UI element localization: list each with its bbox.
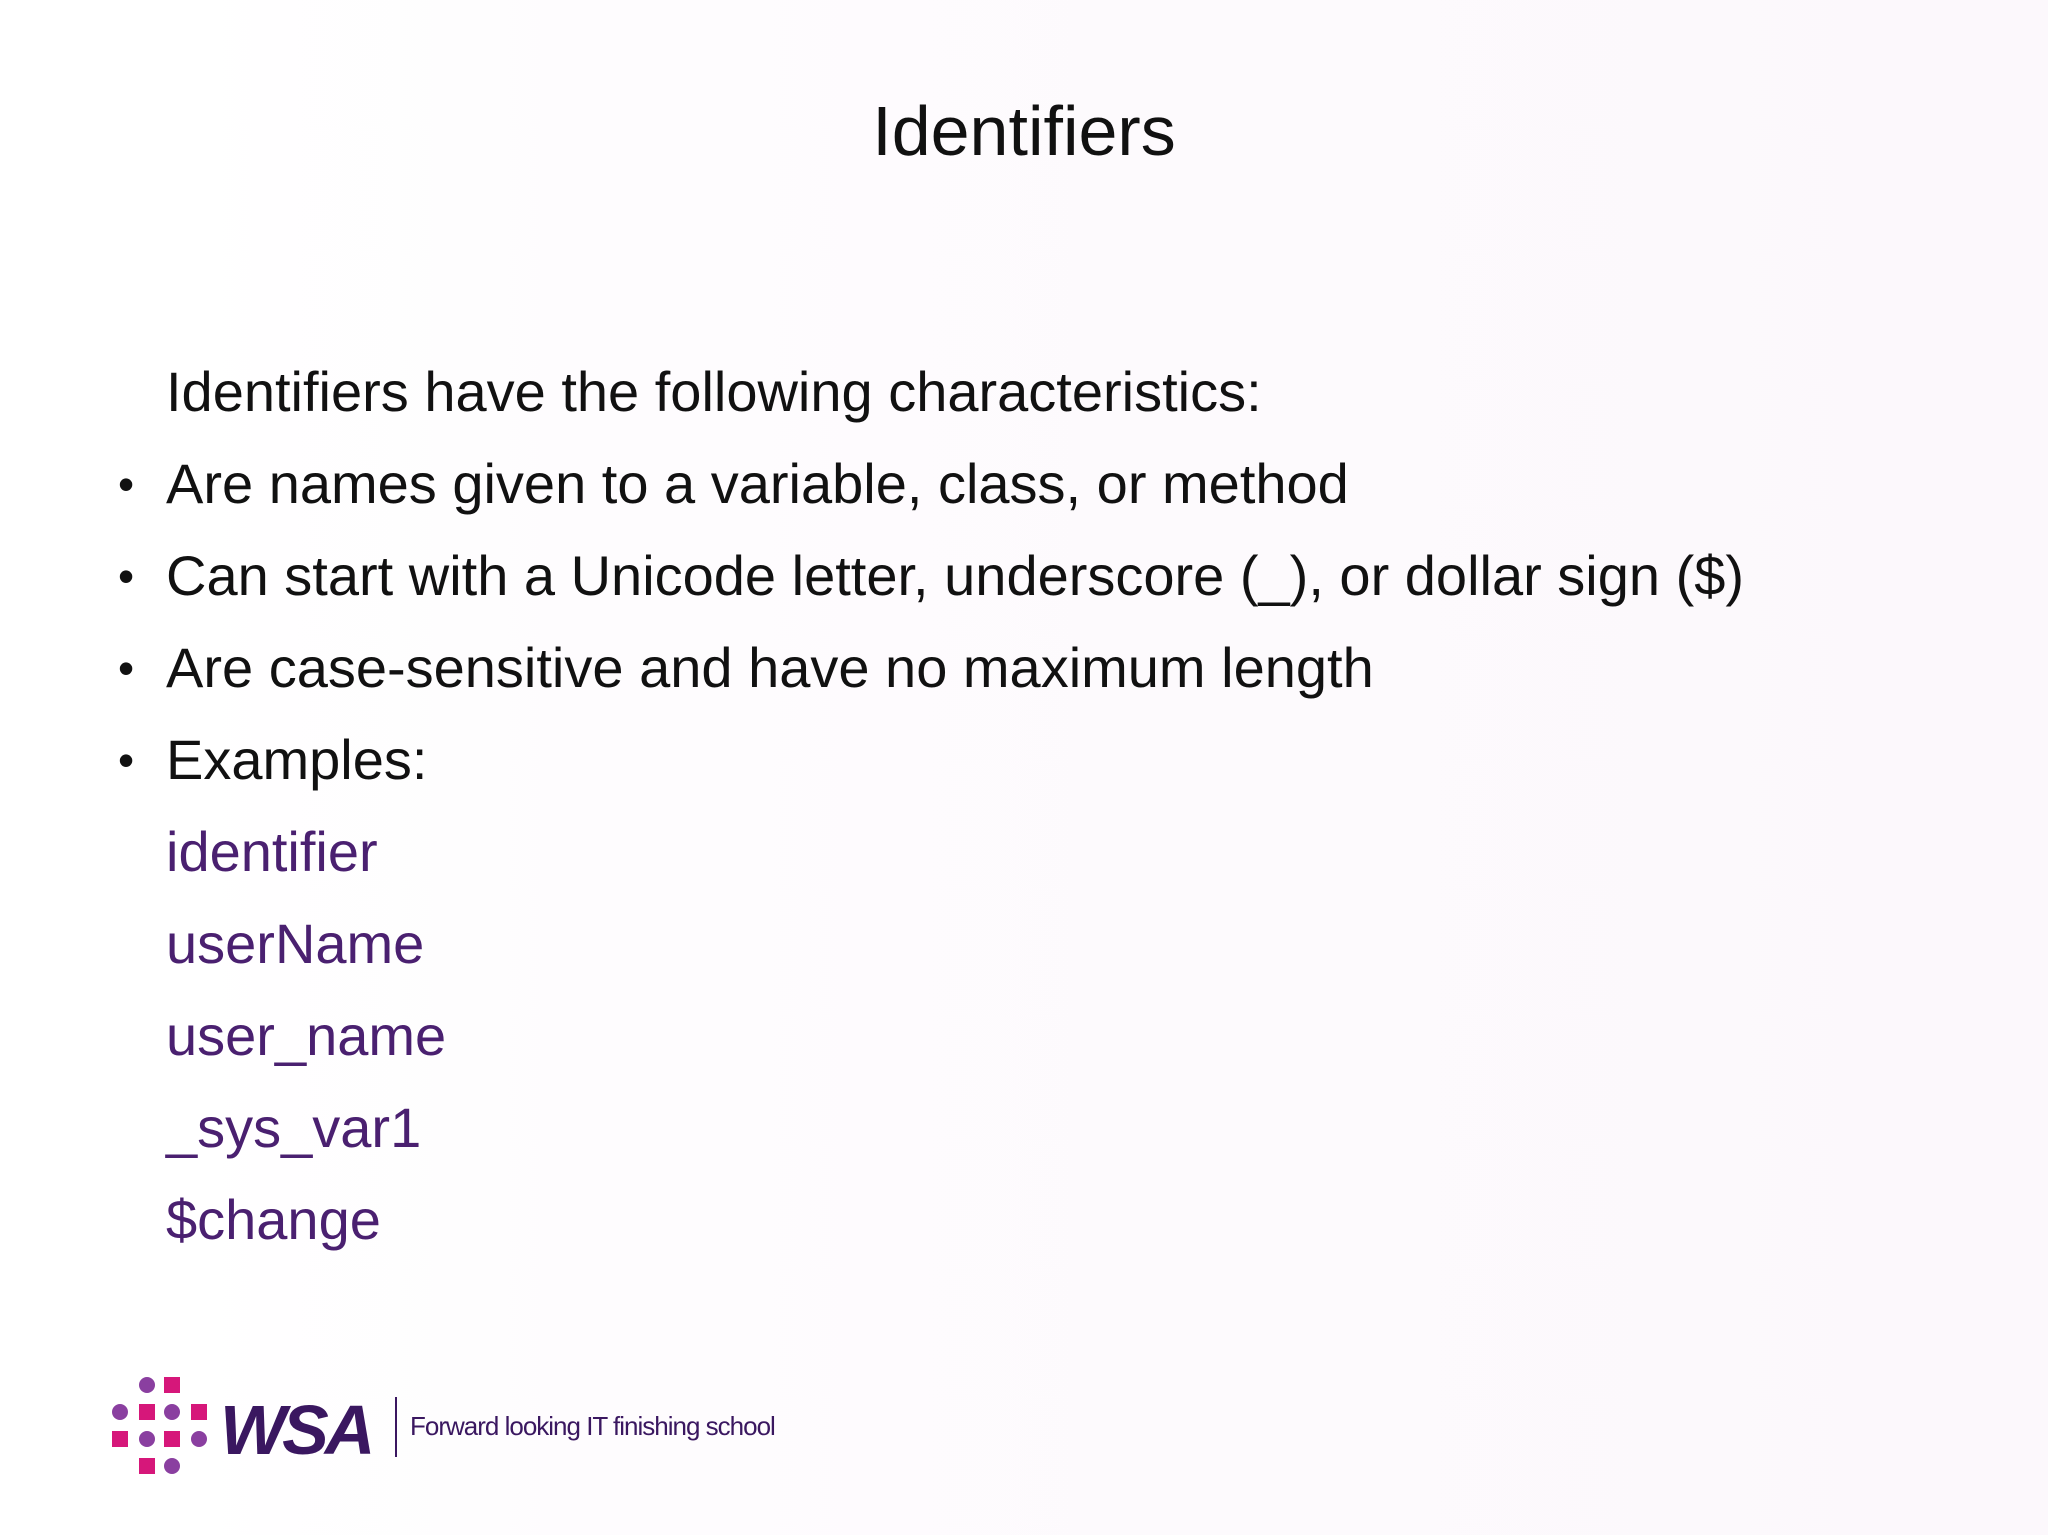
bullet-item [118, 450, 1349, 518]
example-identifier: $change [166, 1188, 381, 1251]
bullet-item [118, 542, 1745, 610]
example-identifier: _sys_var1 [166, 1096, 422, 1159]
wsa-wordmark: WSA [220, 1391, 372, 1469]
slide-title: Identifiers [872, 92, 1176, 170]
bullet-text: Are case-sensitive and have no maximum length [166, 636, 1374, 699]
example-identifier: userName [166, 912, 425, 975]
bullet-text: Are names given to a variable, class, or method [166, 452, 1349, 515]
bullet-item [118, 634, 1374, 702]
intro-text: Identifiers have the following characteristics: [166, 360, 1262, 423]
bullet-text: Can start with a Unicode letter, underscore (_), or dollar sign ($) [166, 544, 1745, 607]
bullet-glyph: • [118, 734, 135, 786]
example-identifier: identifier [166, 820, 378, 883]
footer-tagline: Forward looking IT finishing school [410, 1411, 775, 1441]
bullet-item [118, 726, 428, 794]
bullet-glyph: • [118, 642, 135, 694]
footer-divider [395, 1397, 397, 1457]
bullet-text: Examples: [166, 728, 428, 791]
example-identifier: user_name [166, 1004, 447, 1067]
footer-logo [110, 1375, 810, 1475]
bullet-glyph: • [118, 458, 135, 510]
bullet-glyph: • [118, 550, 135, 602]
wsa-logo-mark-icon [110, 1375, 210, 1475]
